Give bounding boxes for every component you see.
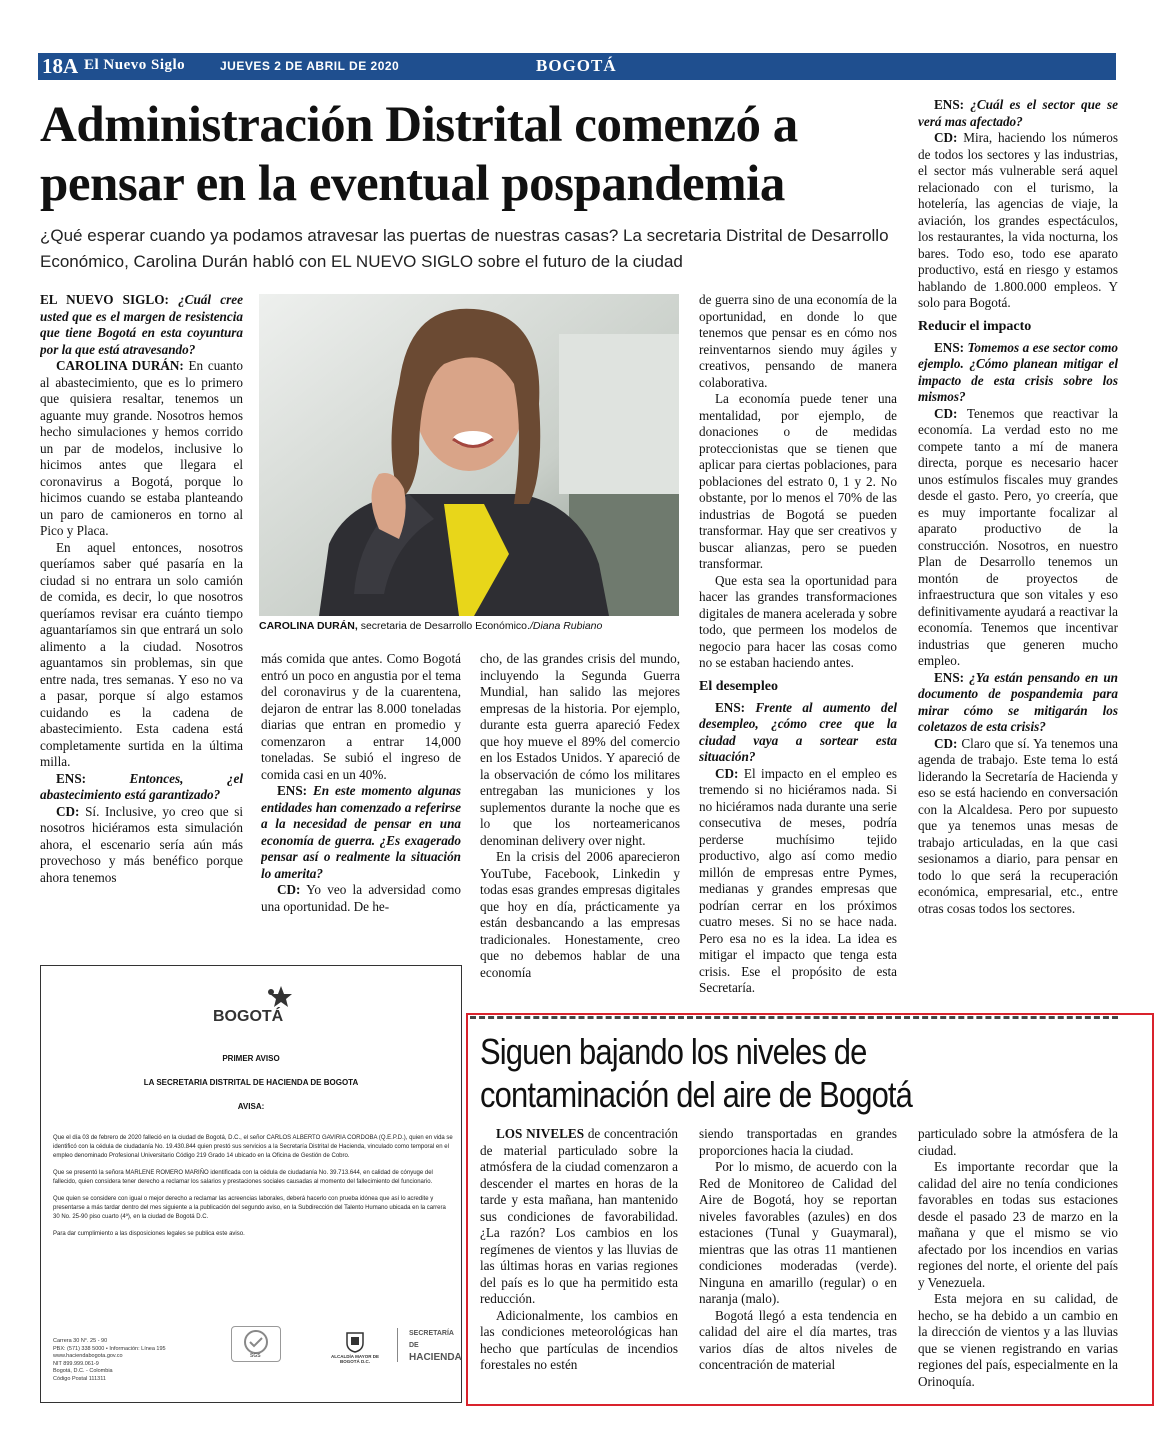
article-deck: ¿Qué esperar cuando ya podamos atravesar las puertas de nuestras casas? La secretaria Distrital de Desarrollo Económico, Carolina Durán habló con EL NUEVO SIGLO sobre el futuro de la ciudad xyxy=(40,226,889,271)
answer-paragraph: CD: Tenemos que reactivar la economía. La verdad esto no me compete tanto a mí de manera directa, porque es necesario hacer unos estímulos fiscales muy grandes desde el gasto. Pero, yo creería, que es muy importante focalizar al aparato productivo de la construcción. Nosotros, en nuestro Plan de Desarrollo tenemos un montón de proyectos de infraestructura que son vitales y eso definitivamente ayudará a reactivar la economía. Tenemos que incentivar industrias que generen mucho empleo. xyxy=(918,405,1118,668)
question-paragraph: ENS: En este momento algunas entidades han comenzado a referirse a la necesidad de pensar en una economía de guerra. ¿Es exagerado pensar así o realmente la situación lo amerita? xyxy=(261,783,461,881)
page-number: 18A xyxy=(42,54,79,78)
body-paragraph: cho, de las grandes crisis del mundo, incluyendo la Segunda Guerra Mundial, han salido las mejores empresas de la historia. Por ejemplo, durante esta guerra apareció Fedex que hoy mueve el 89% del comercio en los Estados Unidos. Y apareció de la observación de cómo los militares entregaban las municiones y los suplementos durante la noche que es lo que los norteamericanos denominan delivery over night. xyxy=(480,651,680,848)
body-paragraph: Por lo mismo, de acuerdo con la Red de Monitoreo de Calidad del Aire de Bogotá, hoy se reportan niveles favorables (azules) en dos estaciones (Tunal y Guaymaral), mientras que las otras 11 mantienen condiciones moderadas (verde). Ninguna en amarillo (regular) o en naranja (malo). xyxy=(699,1159,897,1306)
legal-notice-ad xyxy=(40,965,462,1403)
logo-text: BOGOTÁ xyxy=(213,1008,284,1025)
newspaper-name: El Nuevo Siglo xyxy=(84,57,186,73)
logo-divider xyxy=(397,1328,398,1362)
body-paragraph: Que esta sea la oportunidad para hacer las grandes transformaciones digitales de manera acelerada y sobre todo, que permeen los modelos de negocio para hacer las cosas como no se estaban haciendo antes. xyxy=(699,572,897,670)
photo-caption: CAROLINA DURÁN, secretaria de Desarrollo Económico./Diana Rubiano xyxy=(259,620,603,632)
notice-paragraph: Que se presentó la señora MARLENE ROMERO MARIÑO identificada con la cédula de ciudadanía No. 39.713.644, en calidad de cónyuge del fallecido, quien considera tener derecho a reclamar los salarios y prestaciones sociales causadas al momento del fallecimiento del funcionario. xyxy=(53,1170,433,1185)
notice-avisa: AVISA: xyxy=(237,1102,265,1111)
body-paragraph: Adicionalmente, los cambios en las condiciones meteorológicas han hecho que partículas de incendios forestales no estén xyxy=(480,1307,678,1372)
body-paragraph: LOS NIVELES de concentración de material particulado sobre la atmósfera de la ciudad comenzaron a descender el martes en horas de la tarde y esta mañana, han mantenido sus condiciones de favorabilidad. ¿La razón? Los cambios en los regímenes de vientos y las lluvias de las últimas horas en varias regiones del país es lo que ha permitido esta reducción. xyxy=(480,1126,678,1306)
body-paragraph: particulado sobre la atmósfera de la ciudad. xyxy=(918,1126,1118,1158)
issue-date: JUEVES 2 DE ABRIL DE 2020 xyxy=(220,59,400,73)
dashed-divider xyxy=(470,1016,1118,1019)
subheading: El desempleo xyxy=(699,678,778,694)
question-paragraph: ENS: ¿Ya están pensando en un documento de pospandemia para mirar cómo se mitigarán los coletazos de esta crisis? xyxy=(918,669,1118,734)
notice-paragraph: Para dar cumplimiento a las disposiciones legales se publica este aviso. xyxy=(53,1231,245,1237)
alcaldia-logo: ALCALDÍA MAYOR DE BOGOTÁ D.C. xyxy=(325,1331,385,1364)
body-paragraph: La economía puede tener una mentalidad, por ejemplo, de donaciones o de medidas proteccionistas que se tienen que aplicar para ciertas poblaciones, para poblaciones del estrato 0, 1 y 2. No obstante, por lo menos el 70% de las industrias de Bogotá se pueden transformar. Hay que ser creativos y buscar alianzas, pero se pueden transformar. xyxy=(699,391,897,571)
answer-paragraph: CD: Yo veo la adversidad como una oportunidad. De he- xyxy=(261,882,461,914)
question-paragraph: ENS: Frente al aumento del desempleo, ¿cómo cree que la ciudad vaya a sortear esta situación? xyxy=(699,699,897,764)
bogota-logo xyxy=(211,984,301,1028)
notice-body xyxy=(53,1134,453,1247)
body-paragraph: Es importante recordar que la calidad del aire no tenía condiciones favorables en todas sus estaciones desde el pasado 23 de marzo en la mañana y que el mismo se vio afectado por los incendios en varias regiones del norte, el oriente del país y Venezuela. xyxy=(918,1159,1118,1290)
article-column-1 xyxy=(40,292,243,942)
body-paragraph: Esta mejora en su calidad, de hecho, se ha debido a un cambio en la dirección de vientos y a las lluvias que se vienen registrando en varias regiones del país, especialmente en la Orinoquía. xyxy=(918,1291,1118,1389)
body-paragraph: En aquel entonces, nosotros queríamos saber qué pasaría en la ciudad si no entrara un solo camión de comida, es decir, lo que nosotros queríamos revisar era cuánto tiempo aguantaríamos sin que entrará un solo alimento a la ciudad. Nosotros aguantamos sin problemas, sin que entre nada, tres semanas. Y eso no va a pasar, porque sí algo estamos cuidando es la cadena de abastecimiento. Esta cadena está completamente surtida en la última milla. xyxy=(40,539,243,769)
headline-line-1: Administración Distrital comenzó a xyxy=(40,97,798,153)
article-column-5 xyxy=(918,97,1118,1007)
notice-paragraph: Que el día 03 de febrero de 2020 falleció en la ciudad de Bogotá, D.C., el señor CARLOS ALBERTO GAVIRIA CORDOBA (Q.E.P.D.), quien en vida se identificó con la cédula de ciudadanía No. 19.430.844 quien prestó sus servicios a la Secretaría Distrital de Hacienda, vinculado como temporal en el empleo denominado Profesional Universitario Código 219 Grado 14 ubicado en la Oficina de Gestión de Cobro. xyxy=(53,1135,453,1159)
hacienda-logo: SECRETARÍA DE HACIENDA xyxy=(409,1330,462,1363)
article-column-2 xyxy=(261,651,461,943)
answer-paragraph: CD: Mira, haciendo los números de todos los sectores y las industrias, el sector más vulnerable será aquel relacionado con el turismo, la hotelería, las agencias de viaje, la aviación, los grandes espectáculos, los restaurantes, la vida nocturna, los bares. Todo eso, todo ese aparato productivo, está en riesgo y estamos hablando de 1.800.000 empleos. Y solo para Bogotá. xyxy=(918,130,1118,310)
box-headline: Siguen bajando los niveles de contaminación del aire de Bogotá xyxy=(480,1031,913,1115)
question-paragraph: ENS: ¿Cuál es el sector que se verá mas afectado? xyxy=(918,97,1118,129)
subheading: Reducir el impacto xyxy=(918,318,1032,334)
sgs-certification-badge: SGS xyxy=(231,1326,281,1362)
box-column-2 xyxy=(699,1126,897,1398)
box-column-3 xyxy=(918,1126,1118,1398)
answer-paragraph: CAROLINA DURÁN: En cuanto al abastecimiento, que es lo primero que quisiera resaltar, tenemos un aguante muy grande. Nosotros hemos hecho simulaciones y hemos corrido un par de modelos, inclusive lo hicimos antes que llegara el coronavirus a Bogotá, porque lo hicimos cuando se estaba planteando un paro de camioneros en torno al Pico y Placa. xyxy=(40,358,243,538)
notice-label: PRIMER AVISO xyxy=(222,1054,280,1063)
box-column-1 xyxy=(480,1126,678,1398)
notice-paragraph: Que quien se considere con igual o mejor derecho a reclamar las acreencias laborales, deberá hacerlo con prueba idónea que así lo acredite y presentarse a más tardar dentro del mes siguiente a la publicación del segundo aviso, en la Subdirección del Talento Humano ubicada en la carrera 30 No. 25-90 piso cuarto (4º), en la ciudad de Bogotá D.C. xyxy=(53,1196,446,1220)
article-headline xyxy=(40,96,920,214)
body-paragraph: de guerra sino de una economía de la oportunidad, en donde lo que tenemos que pensar es en cómo nos reinventarnos siendo muy ágiles y creativos, pensando de manera colaborativa. xyxy=(699,292,897,390)
body-paragraph: En la crisis del 2006 aparecieron YouTube, Facebook, Linkedin y todas esas grandes empresas digitales que hoy en día, prácticamente ya están desbancando a las empresas tradicionales. Honestamente, creo que no debemos hablar de una economía xyxy=(480,849,680,980)
body-paragraph: más comida que antes. Como Bogotá entró un poco en angustia por el tema del coronavirus y de la cuarentena, dejaron de entrar las 8.000 toneladas diarias que entran en promedio y comenzaron a entrar 14,000 toneladas. Se subió el ingreso de comida casi en un 40%. xyxy=(261,651,461,782)
portrait-illustration xyxy=(259,294,679,616)
answer-paragraph: CD: El impacto en el empleo es tremendo si no hiciéramos nada. Si no hiciéramos nada durante una serie consecutiva de meses, podría perderse muchísimo tejido productivo, algo así como medio millón de empresas entre Pymes, medianas y grandes empresas que podrían cerrar en los próximos cuatro meses. Si no se hace nada. Pero esa no es la idea. La idea es mitigar el impacto que tenga esta crisis. Ese el propósito de esta Secretaría. xyxy=(699,765,897,995)
body-paragraph: Bogotá llegó a esta tendencia en calidad del aire el día martes, tras varios días de altos niveles de concentración de material xyxy=(699,1307,897,1372)
article-column-4 xyxy=(699,292,897,1007)
question-paragraph: EL NUEVO SIGLO: ¿Cuál cree usted que es el margen de resistencia que tiene Bogotá en esta coyuntura por la que está atravesando? xyxy=(40,292,243,357)
body-paragraph: siendo transportadas en grandes proporciones hacia la ciudad. xyxy=(699,1126,897,1158)
answer-paragraph: CD: Sí. Inclusive, yo creo que si nosotros hiciéramos esta simulación ahora, el escenario sería aún más provechoso y más benéfico porque ahora tenemos xyxy=(40,803,243,885)
article-photo xyxy=(259,294,679,616)
shield-icon xyxy=(345,1331,365,1353)
page-header-bar xyxy=(38,53,1116,80)
question-paragraph: ENS: Entonces, ¿el abastecimiento está garantizado? xyxy=(40,770,243,802)
notice-entity: LA SECRETARIA DISTRITAL DE HACIENDA DE BOGOTA xyxy=(143,1078,359,1087)
section-name: BOGOTÁ xyxy=(536,56,617,75)
article-column-3 xyxy=(480,651,680,1007)
answer-paragraph: CD: Claro que sí. Ya tenemos una agenda de trabajo. Este tema lo está liderando la Secretaría de Hacienda y eso se está haciendo en conversación con la Alcaldesa. Pero por supuesto que ya tenemos unas mesas de trabajo articuladas, en la que casi sesionamos a diario, para pensar en todo lo que será la recuperación económica, empresarial, etc., entre otras cosas todos los sectores. xyxy=(918,735,1118,916)
question-paragraph: ENS: Tomemos a ese sector como ejemplo. ¿Cómo planean mitigar el impacto de esta crisis sobre los mismos? xyxy=(918,339,1118,404)
headline-line-2: pensar en la eventual pospandemia xyxy=(40,156,785,212)
notice-contact: Carrera 30 N°. 25 - 90 PBX: (571) 338 5000 • Información: Línea 195 www.haciendabogota.gov.co NIT 899.999.061-9 Bogotá, D.C. - Colombia Código Postal 111311 xyxy=(53,1338,166,1382)
